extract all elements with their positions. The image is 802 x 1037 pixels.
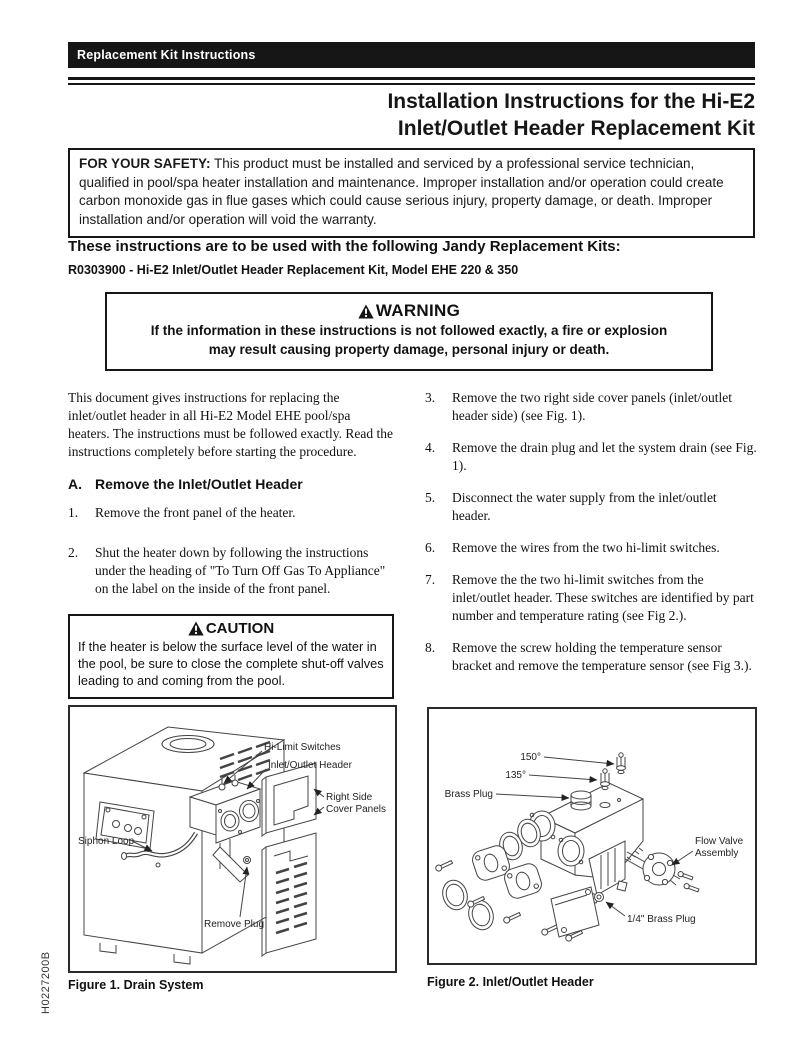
step-4-number: 4. [425,440,436,455]
step-7-text: Remove the the two hi-limit switches from the inlet/outlet header. These switches are identified by part number and temperature rating (see Fig 2.). [452,572,754,623]
label-remove-plug: Remove Plug [204,919,265,930]
label-flow-valve: Flow Valve [695,836,744,847]
figure-2-inlet-outlet-header [427,707,757,965]
step-2-number: 2. [68,545,79,560]
step-8-text: Remove the screw holding the temperature sensor bracket and remove the temperature sensor (see Fig 3.). [452,640,752,673]
step-7 [425,571,757,625]
safety-notice-box [68,148,755,238]
label-cover-panels: Cover Panels [326,804,387,815]
warning-title-row [121,301,697,321]
step-3 [425,389,757,425]
label-hi-limit-switches: Hi-Limit Switches [264,742,341,753]
intro-paragraph: This document gives instructions for replacing the inlet/outlet header in all Hi-E2 Model EHE pool/spa heaters. The instructions must be followed exactly. Read the instructions completely before starting the procedure. [68,390,394,459]
right-column [425,389,757,689]
figure-1-caption: Figure 1. Drain System [68,978,204,992]
label-flow-valve-2: Assembly [695,848,739,859]
warning-title: WARNING [375,301,461,320]
left-column [68,389,394,699]
caution-box [68,614,394,699]
step-4-text: Remove the drain plug and let the system drain (see Fig. 1). [452,440,757,473]
divider-rule-thick [68,77,755,80]
section-a-heading [68,475,394,493]
step-5 [425,489,757,525]
cover-panels [262,763,316,956]
step-6-text: Remove the wires from the two hi-limit switches. [452,540,720,555]
label-150: 150° [520,752,541,763]
label-135: 135° [505,770,526,781]
quarter-brass-plug [595,893,604,902]
step-1-text: Remove the front panel of the heater. [95,505,296,520]
figure-2-drawing [429,709,755,963]
caution-title-row [78,620,384,637]
section-a-letter: A. [68,476,82,492]
warning-box [105,292,713,371]
figure-1-drain-system [68,705,397,973]
step-6-number: 6. [425,540,436,555]
section-a-title: Remove the Inlet/Outlet Header [95,476,303,492]
section-banner [68,42,755,68]
label-right-side: Right Side [326,792,373,803]
banner-label: Replacement Kit Instructions [77,48,256,62]
step-4 [425,439,757,475]
warning-line2: may result causing property damage, personal injury or death. [208,342,610,357]
step-3-number: 3. [425,390,436,405]
step-8 [425,639,757,675]
step-1 [68,504,394,522]
step-5-text: Disconnect the water supply from the inlet/outlet header. [452,490,717,523]
brass-plug-part [571,791,591,810]
divider-rule-thin [68,83,755,85]
label-siphon-loop: Siphon Loop [78,836,135,847]
step-2-text: Shut the heater down by following the instructions under the heading of "To Turn Off Gas To Appliance" on the label on the inside of the front panel. [95,545,386,596]
bracket-plate [551,887,599,937]
figure-1-drawing [70,707,395,971]
step-5-number: 5. [425,490,436,505]
step-2 [68,544,394,598]
safety-text: This product must be installed and serviced by a professional service technician, qualified in pool/spa heater installation and maintenance. Improper installation and/or operation could create carbon monoxide gas in flue gases which could cause serious injury, property damage, or death. Improper installation and/or operation will void the warranty. [79,156,724,227]
page-title [68,88,755,142]
drain-plug [244,857,251,864]
caution-text: If the heater is below the surface level of the water in the pool, be sure to close the complete shut-off valves leading to and coming from the pool. [78,639,384,688]
label-brass-plug: Brass Plug [444,789,493,800]
figure-2-caption: Figure 2. Inlet/Outlet Header [427,975,594,989]
safety-label: FOR YOUR SAFETY: [79,156,211,171]
kit-model-line: R0303900 - Hi-E2 Inlet/Outlet Header Replacement Kit, Model EHE 220 & 350 [68,263,519,277]
step-7-number: 7. [425,572,436,587]
page-title-line2: Inlet/Outlet Header Replacement Kit [397,117,755,140]
label-inlet-outlet-header: Inlet/Outlet Header [268,760,352,771]
header-block [529,783,643,903]
step-6 [425,539,757,557]
step-8-number: 8. [425,640,436,655]
caution-triangle-icon [188,621,204,636]
hi-limit-switch-parts [601,753,626,790]
page-title-line1: Installation Instructions for the Hi-E2 [387,90,755,113]
warning-triangle-icon [358,304,374,319]
step-1-number: 1. [68,505,79,520]
warning-line1: If the information in these instructions is not followed exactly, a fire or explosion [150,323,668,338]
label-quarter-brass-plug: 1/4" Brass Plug [627,914,696,925]
caution-title: CAUTION [205,620,275,637]
step-3-text: Remove the two right side cover panels (inlet/outlet header side) (see Fig. 1). [452,390,733,423]
document-number: H0227200B [40,951,52,1014]
kits-heading: These instructions are to be used with the following Jandy Replacement Kits: [68,238,621,255]
